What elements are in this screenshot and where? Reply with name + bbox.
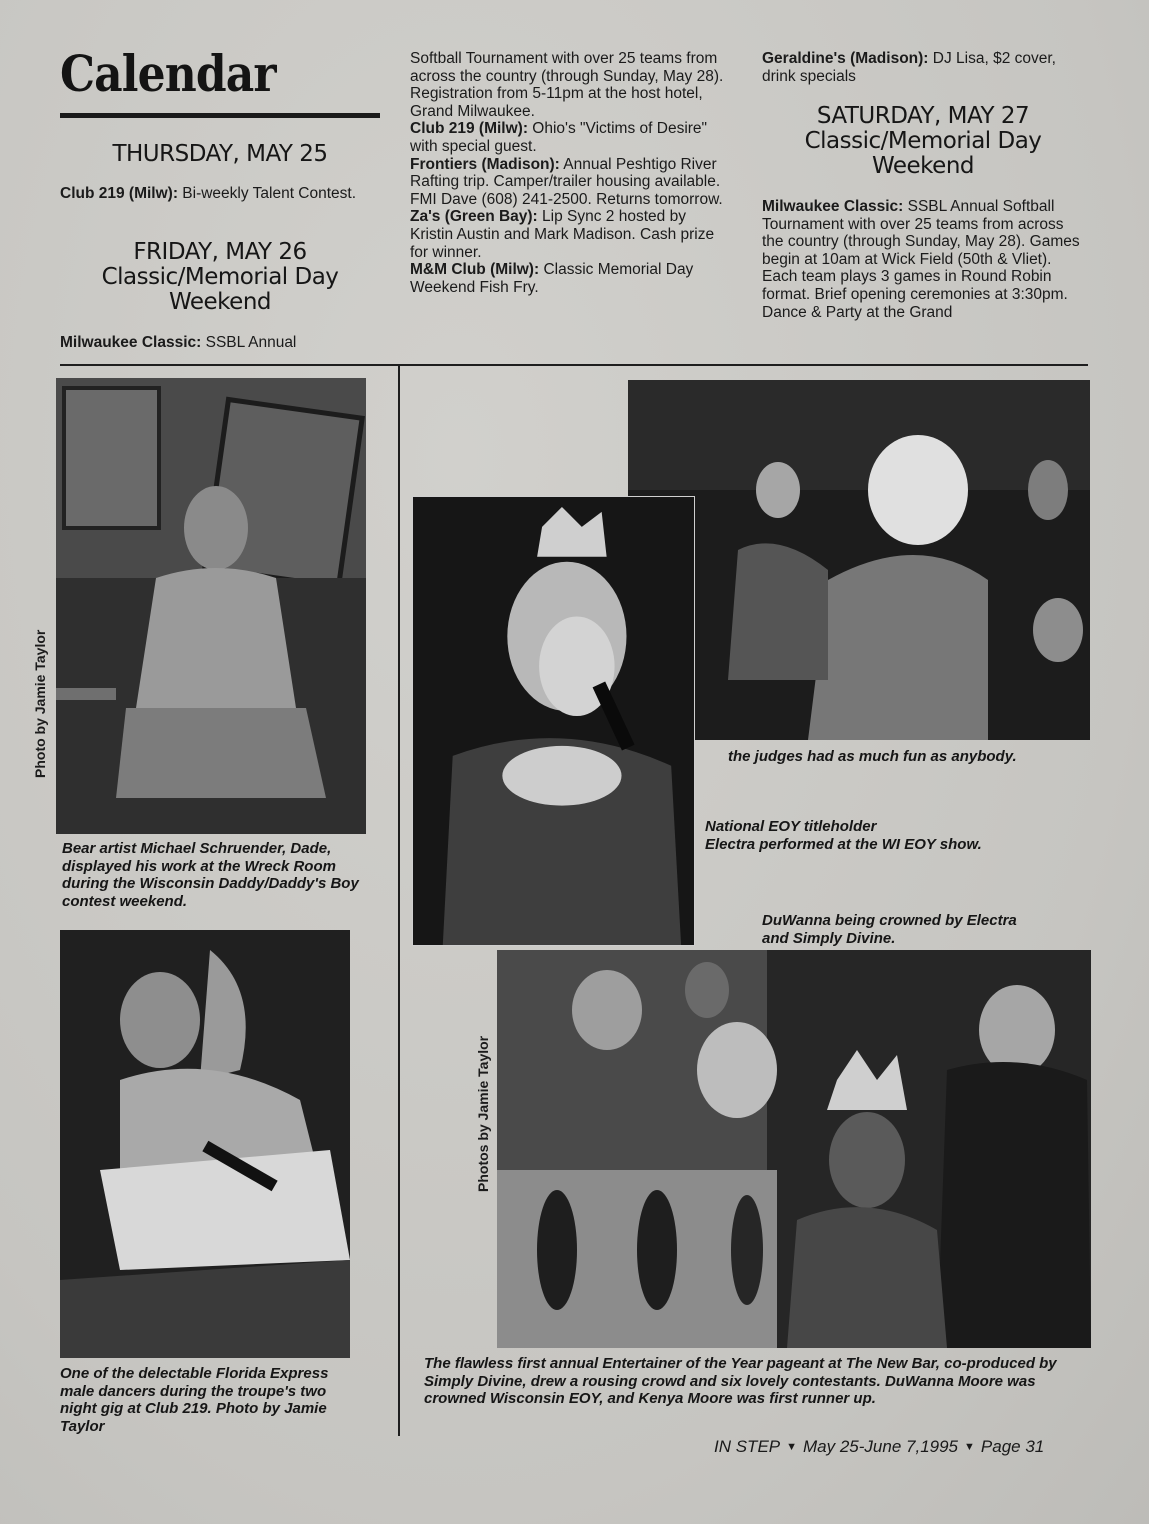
entry-text: SSBL Annual <box>201 334 297 351</box>
entry-venue: M&M Club (Milw): <box>410 261 540 279</box>
calendar-entry <box>762 50 1084 85</box>
entry-text: Lip Sync 2 hosted by Kristin Austin and Mark Madison. Cash prize for winner. <box>410 208 715 261</box>
crowning-caption-line2: and Simply Divine. <box>762 929 896 947</box>
friday-heading-line2: Classic/Memorial Day <box>101 264 339 290</box>
friday-heading-line3: Weekend <box>168 289 272 315</box>
entry-venue: Milwaukee Classic: <box>762 198 904 215</box>
dancer-photo-caption: One of the delectable Florida Express male dancers during the troupe's two night gig at Club 219. Photo by Jamie Taylor <box>60 1365 329 1435</box>
publication-name: IN STEP <box>714 1437 781 1456</box>
electra-caption-line1: National EOY titleholder <box>705 818 877 835</box>
triangle-separator-icon: ▼ <box>964 1441 975 1453</box>
saturday-entry-classic <box>762 198 1086 321</box>
saturday-heading-line2: Classic/Memorial Day <box>804 128 1042 154</box>
artist-photo <box>56 378 366 834</box>
electra-photo-caption <box>705 818 1085 853</box>
calendar-entry <box>410 156 728 209</box>
calendar-masthead: Calendar <box>60 44 276 103</box>
calendar-entry <box>410 261 728 296</box>
entry-venue: Za's (Green Bay): <box>410 208 538 226</box>
entry-venue: Club 219 (Milw): <box>60 185 178 202</box>
entry-text: Ohio's "Victims of Desire" with special guest. <box>410 120 708 155</box>
electra-photo <box>412 496 695 946</box>
saturday-heading-line1: SATURDAY, MAY 27 <box>816 103 1030 129</box>
saturday-heading <box>762 104 1084 179</box>
calendar-entry <box>410 208 728 261</box>
crowning-photo-credit: Photos by Jamie Taylor <box>475 1035 491 1192</box>
entry-venue: Milwaukee Classic: <box>60 334 202 351</box>
entry-text: Softball Tournament with over 25 teams from across the country (through Sunday, May 28). Registration from 5-11pm at the host hotel, Grand Milwaukee. <box>410 50 724 120</box>
artist-photo-caption: Bear artist Michael Schruender, Dade, displayed his work at the Wreck Room during the Wisconsin Daddy/Daddy's Boy contest weekend. <box>62 840 359 910</box>
thursday-entry <box>60 185 360 203</box>
entry-text: SSBL Annual Softball Tournament with over 25 teams from across the country (through Sunday, May 28). Games begin at 10am at Wick Field (50th & Vliet). Each team plays 3 games in Round Robin format. Brief opening ceremonies at 3:30pm. Dance & Party at the Grand <box>762 198 1080 321</box>
crowning-photo <box>497 950 1091 1348</box>
calendar-entry <box>410 120 728 155</box>
judges-photo <box>628 380 1090 740</box>
friday-heading <box>60 240 380 315</box>
entry-venue: Geraldine's (Madison): <box>762 50 929 67</box>
pageant-main-caption: The flawless first annual Entertainer of the Year pageant at The New Bar, co-produced by Simply Divine, drew a rousing crowd and six lovely contestants. DuWanna Moore was crowned Wisconsin EOY, and Kenya Moore was first runner up. <box>424 1355 1057 1407</box>
friday-heading-line1: FRIDAY, MAY 26 <box>133 239 307 265</box>
dancer-photo <box>60 930 350 1358</box>
entry-text: DJ Lisa, $2 cover, drink specials <box>762 50 1056 85</box>
crowning-caption-line1: DuWanna being crowned by Electra <box>762 912 1017 929</box>
entry-text: Annual Peshtigo River Rafting trip. Camper/trailer housing available. FMI Dave (608) 241-2500. Returns tomorrow. <box>410 155 723 208</box>
saturday-heading-line3: Weekend <box>871 153 975 179</box>
calendar-column-2 <box>410 50 728 296</box>
entry-text: Bi-weekly Talent Contest. <box>177 185 357 202</box>
entry-venue: Frontiers (Madison): <box>410 155 560 173</box>
page-footer <box>714 1437 1094 1457</box>
column-divider-rule <box>398 366 400 1436</box>
issue-dates: May 25-June 7,1995 <box>803 1437 959 1456</box>
triangle-separator-icon: ▼ <box>786 1441 798 1453</box>
friday-entry-classic <box>60 334 380 352</box>
crowning-photo-caption <box>762 912 1092 947</box>
thursday-heading: THURSDAY, MAY 25 <box>112 141 328 167</box>
artist-photo-credit: Photo by Jamie Taylor <box>32 629 48 778</box>
page-number: Page 31 <box>980 1437 1045 1456</box>
judges-photo-caption: the judges had as much fun as anybody. <box>728 748 1017 765</box>
section-divider-rule <box>60 364 1088 366</box>
electra-caption-line2: Electra performed at the WI EOY show. <box>705 835 982 853</box>
entry-venue: Club 219 (Milw): <box>410 120 528 138</box>
masthead-rule <box>60 113 380 118</box>
entry-text: Classic Memorial Day Weekend Fish Fry. <box>410 261 694 296</box>
